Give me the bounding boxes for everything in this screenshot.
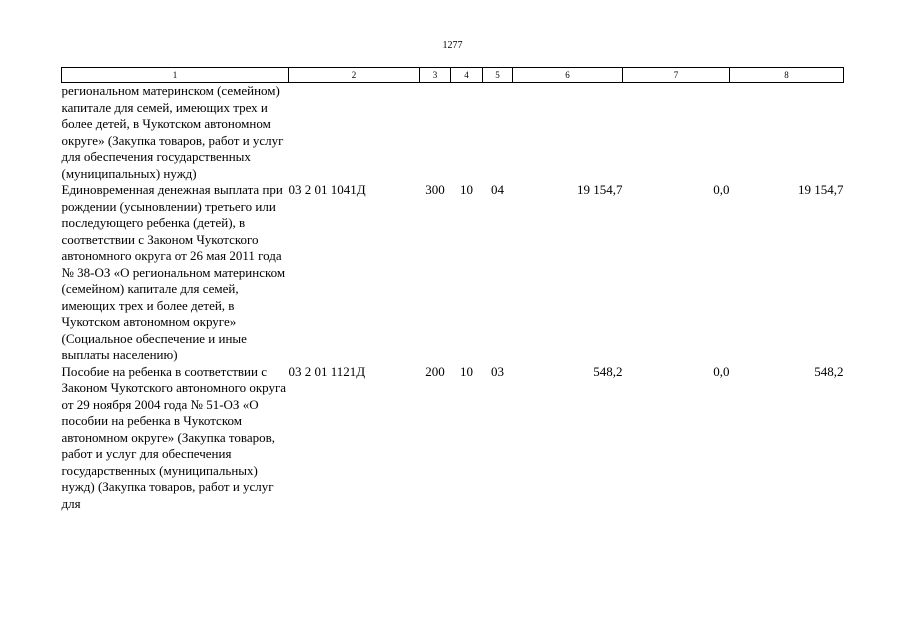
row-section: 10 bbox=[460, 363, 473, 379]
row-sum-column-7: 0,0 bbox=[713, 363, 730, 379]
table-row bbox=[62, 364, 844, 513]
row-sum-total: 19 154,7 bbox=[577, 182, 623, 197]
column-number: 5 bbox=[483, 68, 513, 83]
row-description: региональном материнском (семейном) капитале для семей, имеющих трех и более детей, в Чукотском автономном округе» (Закупка товаров, работ и услуг для обеспечения государственных (муниципальных) нужд) bbox=[61, 83, 284, 181]
row-sum-column-8: 19 154,7 bbox=[798, 182, 844, 197]
column-number: 4 bbox=[451, 68, 483, 83]
table-row bbox=[62, 182, 844, 364]
row-sum-column-8 bbox=[730, 83, 844, 183]
column-number-row bbox=[62, 68, 844, 83]
row-expense-type: 300 bbox=[425, 182, 445, 197]
row-expense-type: 200 bbox=[425, 363, 445, 379]
column-number: 8 bbox=[730, 68, 844, 83]
row-target-code bbox=[289, 83, 420, 183]
row-section: 10 bbox=[460, 182, 473, 197]
row-sum-column-7: 0,0 bbox=[713, 182, 730, 197]
budget-table bbox=[61, 67, 844, 512]
row-sum-column-7 bbox=[623, 83, 730, 183]
row-target-code: 03 2 01 1121Д bbox=[288, 363, 366, 379]
row-subsection bbox=[483, 83, 513, 183]
row-subsection: 04 bbox=[491, 182, 504, 197]
column-number: 6 bbox=[513, 68, 623, 83]
row-target-code: 03 2 01 1041Д bbox=[288, 182, 366, 197]
column-number: 1 bbox=[62, 68, 289, 83]
row-sum-total: 548,2 bbox=[593, 363, 623, 379]
row-subsection: 03 bbox=[491, 363, 504, 379]
table-row bbox=[62, 83, 844, 183]
row-description: Единовременная денежная выплата при рождении (усыновлении) третьего или последующего ребенка (детей), в соответствии с Законом Чукотского автономного округа от 26 мая 2011 года № 38-ОЗ «О региональном материнском (семейном) капитале для семей, имеющих трех и более детей, в Чукотском автономном округе» (Социальное обеспечение и иные выплаты населению) bbox=[61, 182, 286, 362]
row-sum-total bbox=[513, 83, 623, 183]
column-number: 3 bbox=[420, 68, 451, 83]
column-number: 2 bbox=[289, 68, 420, 83]
page-number: 1277 bbox=[442, 40, 463, 51]
row-sum-column-8: 548,2 bbox=[814, 363, 844, 379]
column-number: 7 bbox=[623, 68, 730, 83]
row-section bbox=[451, 83, 483, 183]
row-expense-type bbox=[420, 83, 451, 183]
row-description: Пособие на ребенка в соответствии с Законом Чукотского автономного округа от 29 ноября 2004 года № 51-ОЗ «О пособии на ребенка в Чукотском автономном округе» (Закупка товаров, работ и услуг для обеспечения государственных (муниципальных) нужд) (Закупка товаров, работ и услуг для bbox=[61, 363, 287, 511]
